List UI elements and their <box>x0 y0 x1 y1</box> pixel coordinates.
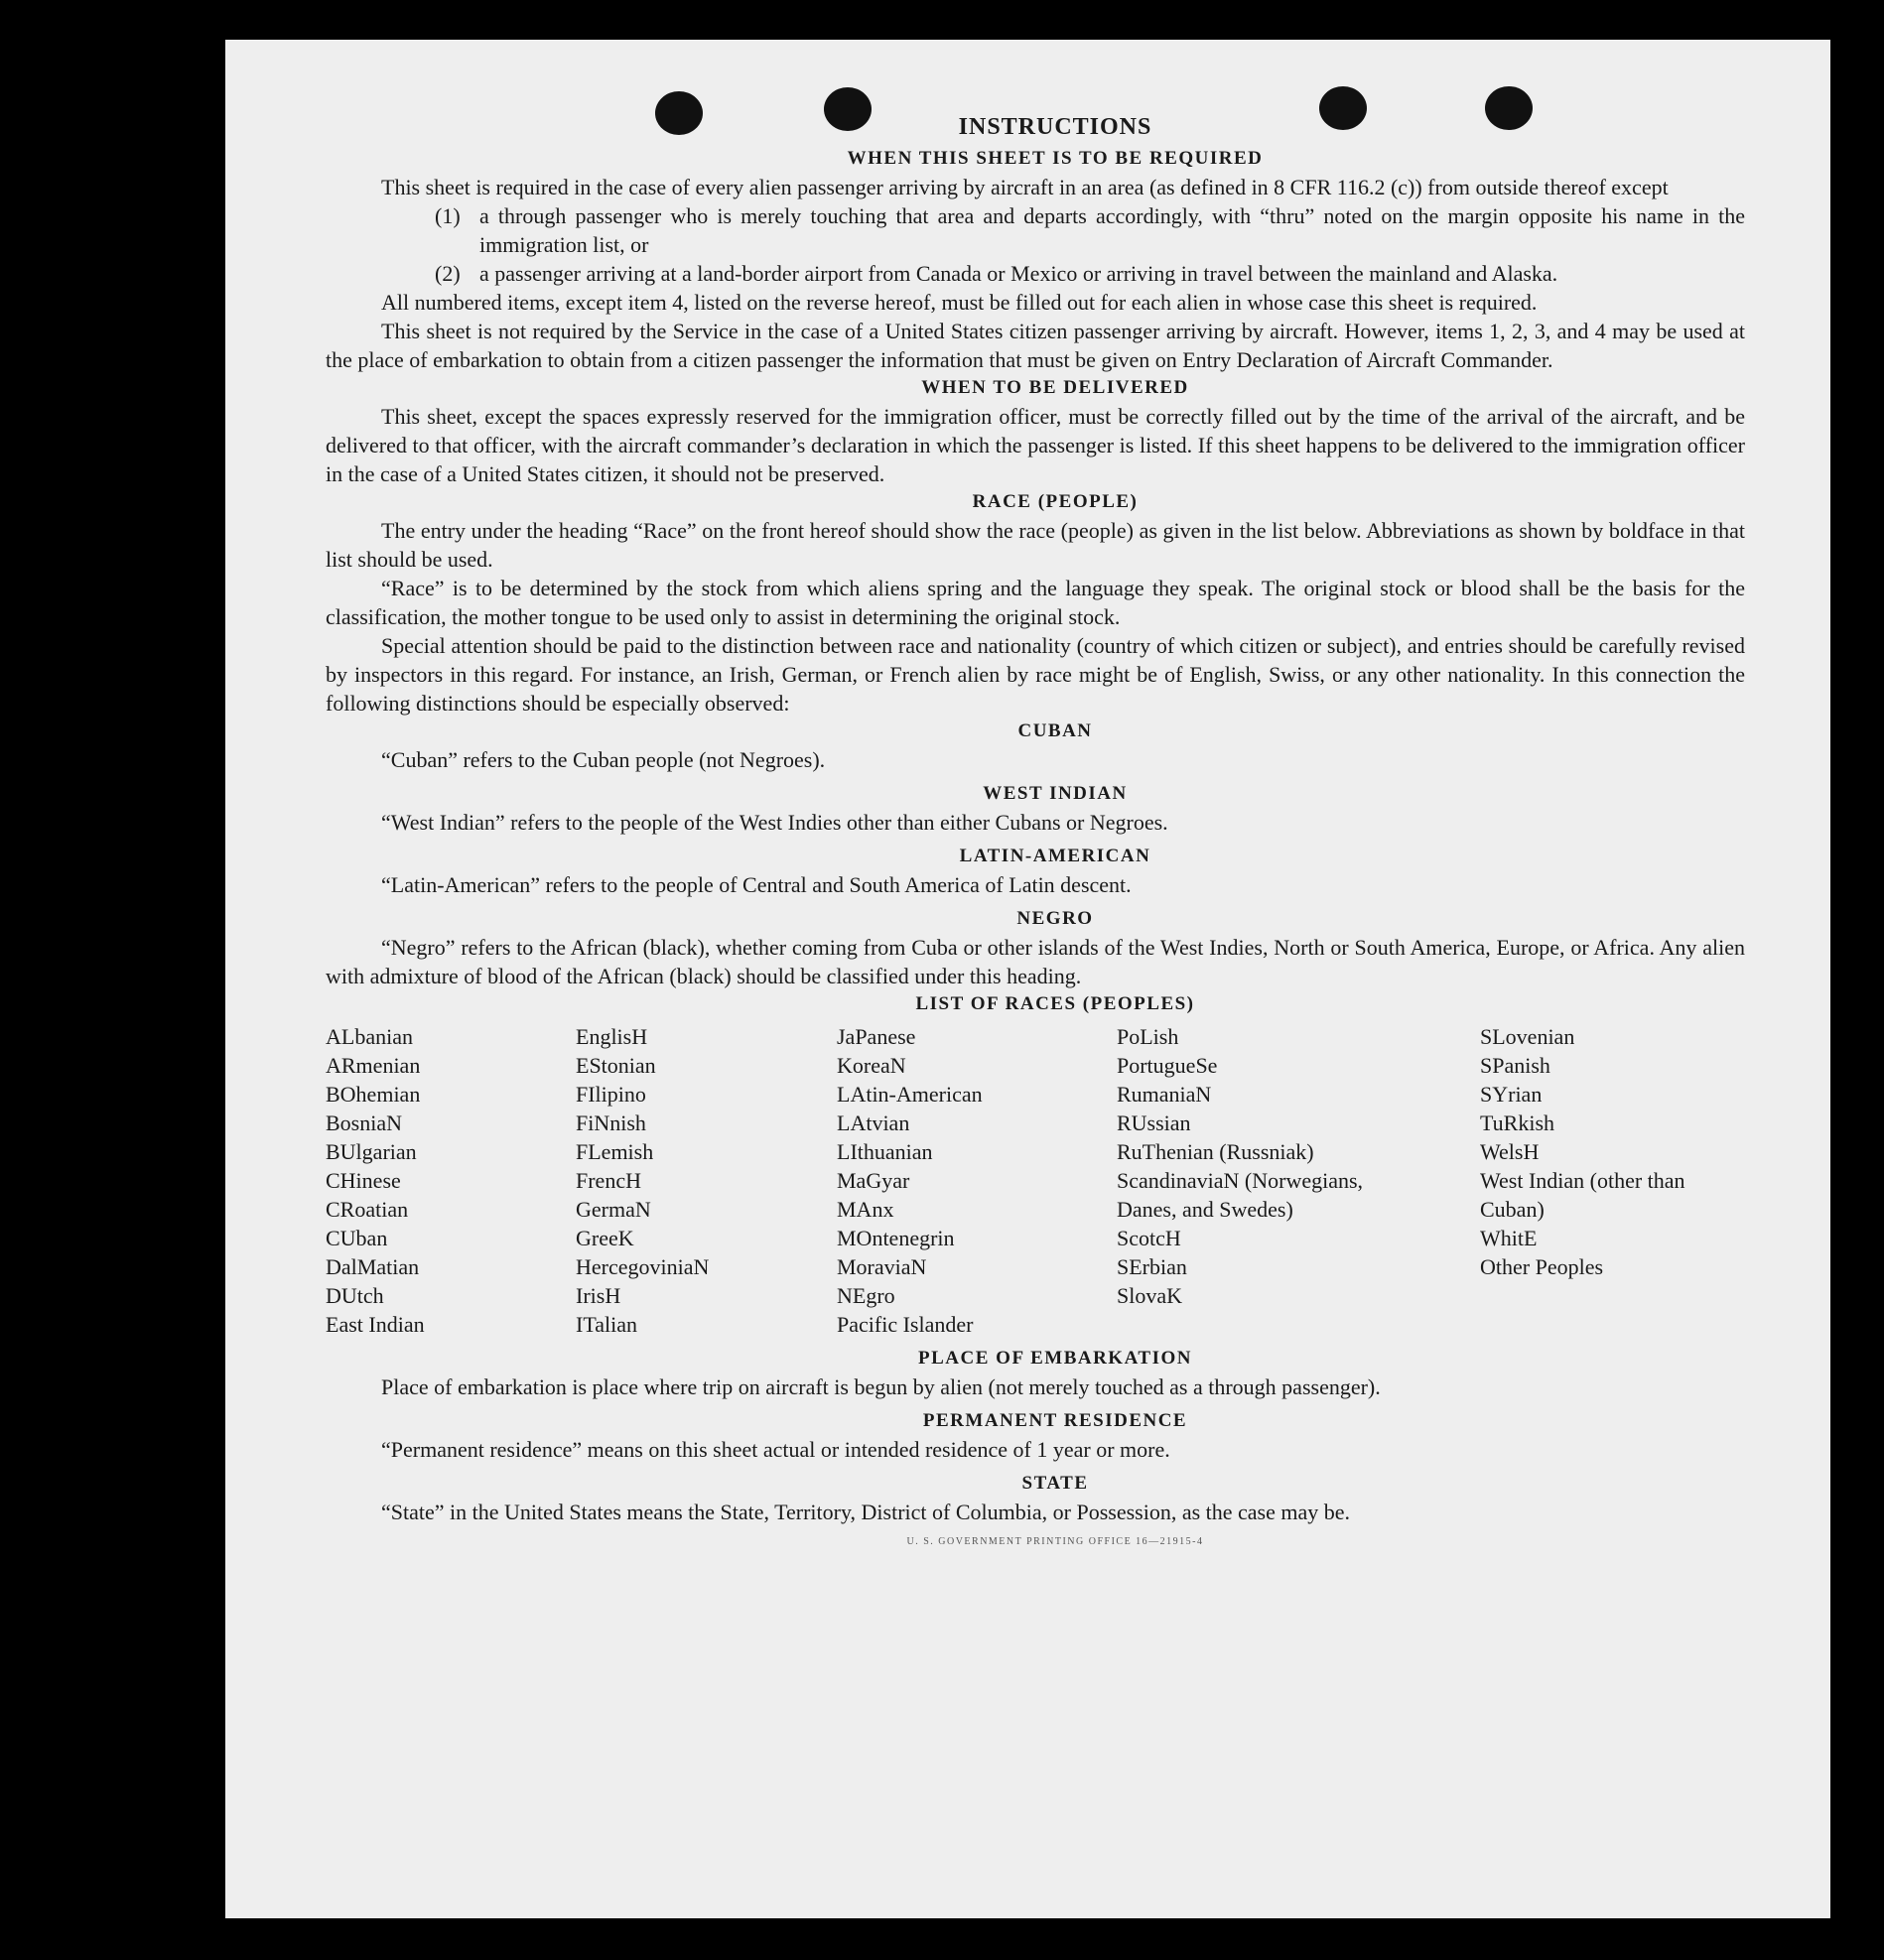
race-entry: PortugueSe <box>1117 1053 1218 1078</box>
race-entry: CRoatian <box>326 1197 409 1222</box>
paragraph: “State” in the United States means the State, Territory, District of Columbia, or Possession, as the case may be. <box>381 1500 1351 1524</box>
section-heading-embarkation: PLACE OF EMBARKATION <box>918 1348 1192 1369</box>
race-entry: BOhemian <box>326 1082 421 1107</box>
section-heading-state: STATE <box>1021 1473 1089 1494</box>
race-entry: TuRkish <box>1480 1111 1555 1135</box>
race-entry: RuThenian (Russniak) <box>1117 1139 1314 1164</box>
paragraph: “Race” is to be determined by the stock from which aliens spring and the language they speak. The original stock or blood shall be the basis for the classification, the mother tongue to be used only to assist in determining the original stock. <box>326 576 1745 629</box>
race-entry: WhitE <box>1480 1226 1538 1250</box>
paragraph: “Negro” refers to the African (black), whether coming from Cuba or other islands of the West Indies, North or South America, Europe, or Africa. Any alien with admixture of blood of the African (black) should be classified under this heading. <box>326 935 1745 988</box>
races-list <box>326 1022 1745 1339</box>
race-entry: MaGyar <box>837 1168 910 1193</box>
race-entry: DUtch <box>326 1283 384 1308</box>
races-column <box>1480 1022 1745 1339</box>
paragraph: All numbered items, except item 4, listed on the reverse hereof, must be filled out for each alien in whose case this sheet is required. <box>381 290 1538 315</box>
race-entry: RumaniaN <box>1117 1082 1212 1107</box>
race-entry: SYrian <box>1480 1082 1543 1107</box>
race-entry: ScandinaviaN (Norwegians, Danes, and Swedes) <box>1117 1168 1364 1222</box>
section-heading-delivered: WHEN TO BE DELIVERED <box>921 377 1189 398</box>
race-entry: RUssian <box>1117 1111 1191 1135</box>
race-entry: ScotcH <box>1117 1226 1181 1250</box>
section-heading-negro: NEGRO <box>1016 908 1094 929</box>
race-entry: EnglisH <box>576 1024 648 1049</box>
race-entry: CUban <box>326 1226 388 1250</box>
race-entry: JaPanese <box>837 1024 916 1049</box>
races-column <box>1117 1022 1480 1339</box>
paragraph: This sheet is required in the case of every alien passenger arriving by aircraft in an area (as defined in 8 CFR 116.2 (c)) from outside thereof except <box>381 175 1669 199</box>
race-entry: MOntenegrin <box>837 1226 955 1250</box>
instructions-content <box>326 114 1745 1547</box>
section-heading-cuban: CUBAN <box>1017 720 1093 741</box>
paragraph: This sheet is not required by the Service in the case of a United States citizen passenger arriving by aircraft. However, items 1, 2, 3, and 4 may be used at the place of embarkation to obtain from a citizen passenger the information that must be given on Entry Declaration of Aircraft Commander. <box>326 319 1745 372</box>
race-entry: FLemish <box>576 1139 654 1164</box>
race-entry: FiNnish <box>576 1111 646 1135</box>
race-entry: NEgro <box>837 1283 895 1308</box>
paragraph: “Permanent residence” means on this sheet actual or intended residence of 1 year or more. <box>381 1437 1170 1462</box>
race-entry: SErbian <box>1117 1254 1187 1279</box>
race-entry: LAtin-American <box>837 1082 983 1107</box>
race-entry: ITalian <box>576 1312 637 1337</box>
paragraph: The entry under the heading “Race” on the front hereof should show the race (people) as given in the list below. Abbreviations as shown by boldface in that list should be used. <box>326 518 1745 572</box>
race-entry: FIlipino <box>576 1082 646 1107</box>
race-entry: SPanish <box>1480 1053 1550 1078</box>
race-entry: IrisH <box>576 1283 621 1308</box>
list-item <box>435 259 1745 288</box>
race-entry: Pacific Islander <box>837 1312 974 1337</box>
race-entry: SLovenian <box>1480 1024 1575 1049</box>
section-heading-west-indian: WEST INDIAN <box>983 783 1128 804</box>
list-item <box>435 201 1745 259</box>
item-text: a passenger arriving at a land-border airport from Canada or Mexico or arriving in travel between the mainland and Alaska. <box>479 261 1558 286</box>
race-entry: SlovaK <box>1117 1283 1182 1308</box>
section-heading-race: RACE (PEOPLE) <box>972 491 1139 512</box>
page-title: INSTRUCTIONS <box>958 114 1152 140</box>
race-entry: GermaN <box>576 1197 651 1222</box>
race-entry: KoreaN <box>837 1053 906 1078</box>
item-text: a through passenger who is merely touching that area and departs accordingly, with “thru” noted on the margin opposite his name in the immigration list, or <box>479 203 1745 257</box>
race-entry: GreeK <box>576 1226 634 1250</box>
paragraph: “Cuban” refers to the Cuban people (not Negroes). <box>381 747 826 772</box>
race-entry: DalMatian <box>326 1254 420 1279</box>
item-number: (1) <box>435 203 461 228</box>
paragraph: “Latin-American” refers to the people of Central and South America of Latin descent. <box>381 872 1132 897</box>
race-entry: LAtvian <box>837 1111 910 1135</box>
paragraph: “West Indian” refers to the people of the West Indies other than either Cubans or Negroes. <box>381 810 1168 835</box>
paragraph: Special attention should be paid to the distinction between race and nationality (country of which citizen or subject), and entries should be carefully revised by inspectors in this regard. For instance, an Irish, German, or French alien by race might be of English, Swiss, or any other nationality. In this connection the following distinctions should be especially observed: <box>326 633 1745 716</box>
race-entry: WelsH <box>1480 1139 1540 1164</box>
races-column <box>837 1022 1117 1339</box>
paragraph: This sheet, except the spaces expressly reserved for the immigration officer, must be correctly filled out by the time of the arrival of the aircraft, and be delivered to that officer, with the aircraft commander’s declaration in which the passenger is listed. If this sheet happens to be delivered to the immigration officer in the case of a United States citizen, it should not be preserved. <box>326 404 1745 486</box>
race-entry: BosniaN <box>326 1111 402 1135</box>
race-entry: West Indian (other than Cuban) <box>1480 1168 1685 1222</box>
races-column <box>576 1022 837 1339</box>
section-heading-residence: PERMANENT RESIDENCE <box>922 1410 1188 1431</box>
race-entry: LIthuanian <box>837 1139 933 1164</box>
printer-imprint: U. S. GOVERNMENT PRINTING OFFICE 16—21915-4 <box>906 1536 1204 1547</box>
race-entry: ARmenian <box>326 1053 421 1078</box>
section-heading-races-list: LIST OF RACES (PEOPLES) <box>915 993 1195 1014</box>
form-sheet <box>225 40 1830 1918</box>
races-column <box>326 1022 576 1339</box>
race-entry: FrencH <box>576 1168 641 1193</box>
race-entry: PoLish <box>1117 1024 1179 1049</box>
race-entry: East Indian <box>326 1312 425 1337</box>
paragraph: Place of embarkation is place where trip on aircraft is begun by alien (not merely touched as a through passenger). <box>381 1374 1381 1399</box>
race-entry: ALbanian <box>326 1024 413 1049</box>
race-entry: Other Peoples <box>1480 1254 1604 1279</box>
race-entry: MAnx <box>837 1197 894 1222</box>
item-number: (2) <box>435 261 461 286</box>
race-entry: HercegoviniaN <box>576 1254 710 1279</box>
section-heading-latin-american: LATIN-AMERICAN <box>959 846 1151 866</box>
race-entry: EStonian <box>576 1053 656 1078</box>
race-entry: BUlgarian <box>326 1139 417 1164</box>
section-heading-required: WHEN THIS SHEET IS TO BE REQUIRED <box>847 148 1264 169</box>
race-entry: MoraviaN <box>837 1254 927 1279</box>
race-entry: CHinese <box>326 1168 401 1193</box>
